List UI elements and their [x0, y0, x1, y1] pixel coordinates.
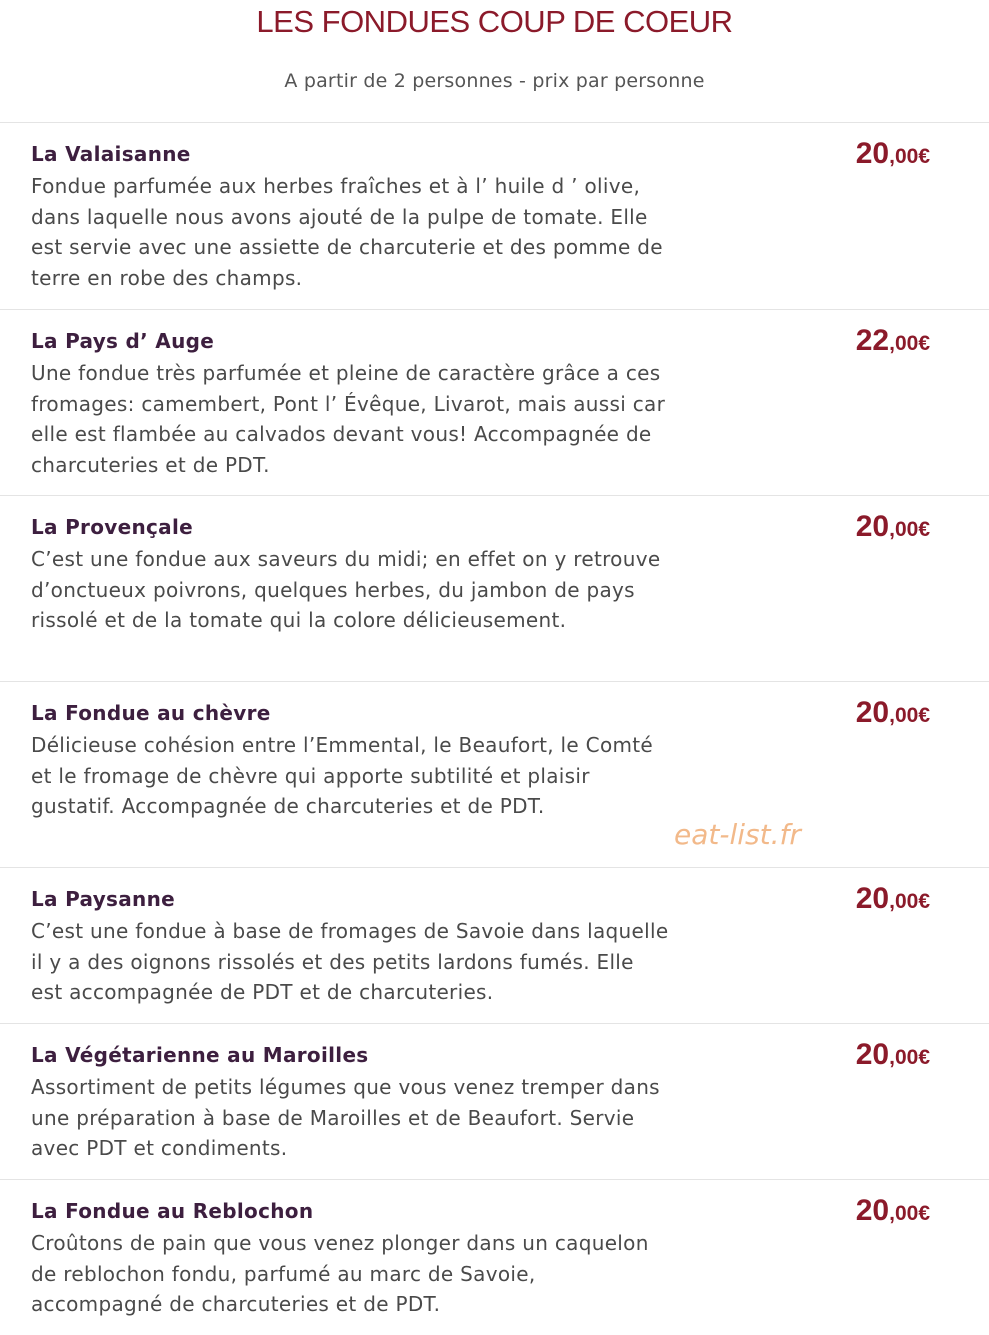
price-decimal: ,00€ — [889, 332, 930, 355]
item-description: C’est une fondue à base de fromages de Savoie dans laquelle il y a des oignons rissolés et des petits lardons fumés. Elle est accompagnée de PDT et de charcuteries. — [31, 919, 669, 1004]
menu-header — [0, 0, 989, 123]
item-name: La Paysanne — [31, 887, 175, 911]
item-description: Une fondue très parfumée et pleine de caractère grâce a ces fromages: camembert, Pont l’ Évêque, Livarot, mais aussi car elle est flambée au calvados devant vous! Accompagnée de charcuteries et de PDT. — [31, 361, 666, 477]
price-integer: 20 — [855, 137, 890, 170]
item-price — [856, 1194, 930, 1228]
watermark: eat-list.fr — [674, 818, 801, 851]
item-price — [856, 324, 930, 358]
menu-item — [0, 868, 989, 1024]
price-decimal: ,00€ — [889, 704, 930, 727]
menu-item — [0, 682, 989, 868]
item-price — [856, 696, 930, 730]
item-description: Fondue parfumée aux herbes fraîches et à l’ huile d ’ olive, dans laquelle nous avons ajouté de la pulpe de tomate. Elle est servie avec une assiette de charcuterie et des pomme de terre en robe des champs. — [31, 174, 663, 290]
item-name: La Pays d’ Auge — [31, 329, 215, 353]
price-decimal: ,00€ — [889, 145, 930, 168]
item-description: C’est une fondue aux saveurs du midi; en effet on y retrouve d’onctueux poivrons, quelques herbes, du jambon de pays rissolé et de la tomate qui la colore délicieusement. — [31, 547, 661, 632]
page-title: LES FONDUES COUP DE COEUR — [256, 4, 733, 39]
item-price — [856, 882, 930, 916]
menu-item — [0, 1180, 989, 1335]
item-name: La Végétarienne au Maroilles — [31, 1043, 369, 1067]
menu-item — [0, 310, 989, 496]
price-decimal: ,00€ — [889, 890, 930, 913]
item-name: La Fondue au chèvre — [31, 701, 271, 725]
item-price — [856, 510, 930, 544]
item-description: Assortiment de petits légumes que vous venez tremper dans une préparation à base de Maroilles et de Beaufort. Servie avec PDT et condiments. — [31, 1075, 660, 1160]
item-description: Croûtons de pain que vous venez plonger dans un caquelon de reblochon fondu, parfumé au marc de Savoie, accompagné de charcuteries et de PDT. — [31, 1231, 649, 1316]
price-integer: 20 — [855, 510, 890, 543]
item-name: La Fondue au Reblochon — [31, 1199, 314, 1223]
item-description: Délicieuse cohésion entre l’Emmental, le Beaufort, le Comté et le fromage de chèvre qui apporte subtilité et plaisir gustatif. Accompagnée de charcuteries et de PDT. — [31, 733, 654, 818]
price-decimal: ,00€ — [889, 518, 930, 541]
price-integer: 20 — [855, 696, 890, 729]
price-integer: 20 — [855, 1038, 890, 1071]
menu-item — [0, 496, 989, 682]
page-subtitle: A partir de 2 personnes - prix par personne — [284, 70, 705, 92]
item-price — [856, 1038, 930, 1072]
fondue-list — [0, 123, 989, 1335]
price-integer: 22 — [855, 324, 890, 357]
price-integer: 20 — [855, 1194, 890, 1227]
price-integer: 20 — [855, 882, 890, 915]
menu-item — [0, 1024, 989, 1180]
price-decimal: ,00€ — [889, 1046, 930, 1069]
item-price — [856, 137, 930, 171]
menu-item — [0, 123, 989, 310]
item-name: La Provençale — [31, 515, 193, 539]
item-name: La Valaisanne — [31, 142, 191, 166]
price-decimal: ,00€ — [889, 1202, 930, 1225]
